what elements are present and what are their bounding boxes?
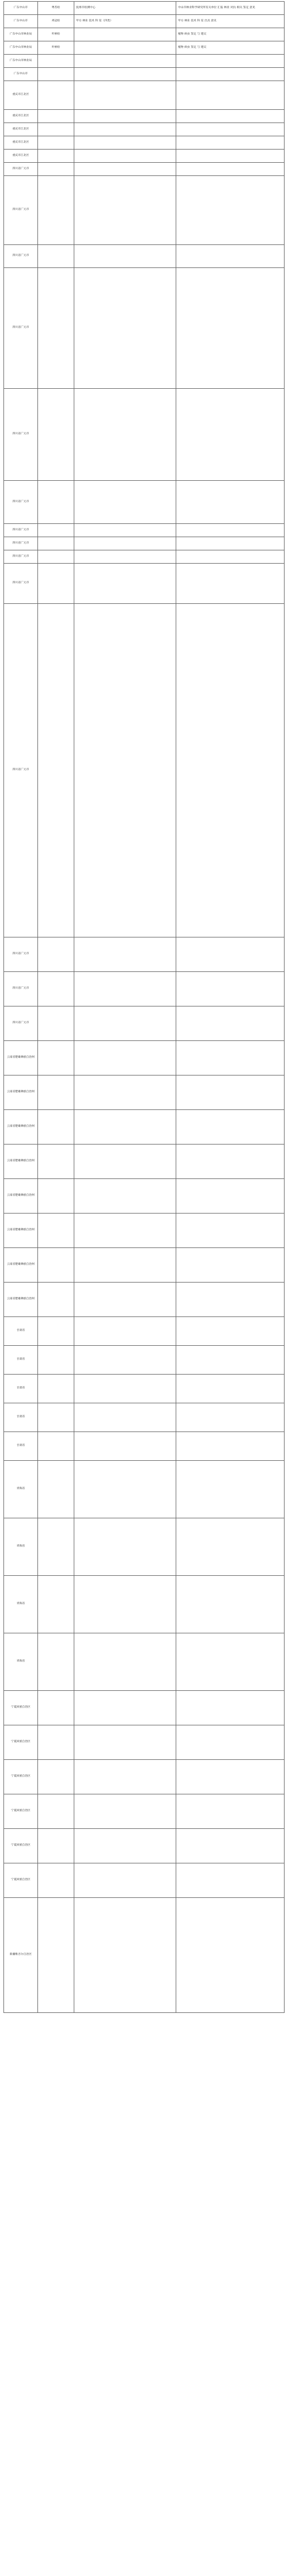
dept-cell [74, 55, 176, 68]
dept-cell [74, 150, 176, 163]
dept-cell [74, 1760, 176, 1794]
dept-cell [74, 176, 176, 245]
unit-cell: 四川省广元市 [4, 972, 38, 1006]
text-cell [176, 1110, 285, 1145]
table-row [4, 163, 285, 176]
text-cell [176, 176, 285, 245]
record-table-body [4, 2, 285, 2013]
dept-cell [74, 1283, 176, 1317]
dept-cell [74, 389, 176, 481]
table-row [4, 1633, 285, 1691]
text-cell [176, 524, 285, 537]
table-row [4, 1691, 285, 1725]
dept-cell [74, 537, 176, 550]
product-cell [38, 1794, 74, 1829]
product-cell [38, 163, 74, 176]
dept-cell [74, 163, 176, 176]
table-row [4, 937, 285, 972]
unit-cell: 云南省楚雄彝族自治州 [4, 1075, 38, 1110]
table-row [4, 1461, 285, 1518]
text-cell [176, 1248, 285, 1283]
unit-cell: 青海省 [4, 1576, 38, 1633]
product-cell [38, 1214, 74, 1248]
text-cell [176, 1179, 285, 1214]
product-cell [38, 564, 74, 604]
product-cell [38, 1863, 74, 1898]
text-cell [176, 1829, 285, 1863]
dept-cell [74, 550, 176, 564]
unit-cell: 重庆市江北区 [4, 81, 38, 110]
product-cell [38, 550, 74, 564]
unit-cell: 宁夏回族自治区 [4, 1760, 38, 1794]
text-cell [176, 81, 285, 110]
product-cell [38, 604, 74, 937]
table-row [4, 1006, 285, 1041]
unit-cell: 甘肃省 [4, 1346, 38, 1375]
text-cell [176, 1346, 285, 1375]
unit-cell: 四川省广元市 [4, 550, 38, 564]
unit-cell: 广东中山市 [4, 2, 38, 15]
unit-cell: 四川省广元市 [4, 604, 38, 937]
unit-cell: 四川省广元市 [4, 564, 38, 604]
dept-cell [74, 123, 176, 136]
table-row [4, 150, 285, 163]
table-row [4, 1518, 285, 1576]
product-cell [38, 1576, 74, 1633]
text-cell [176, 481, 285, 524]
text-cell [176, 937, 285, 972]
product-cell [38, 937, 74, 972]
text-cell [176, 550, 285, 564]
table-row [4, 1898, 285, 2013]
text-cell [176, 68, 285, 81]
unit-cell: 重庆市江北区 [4, 136, 38, 150]
dept-cell [74, 1006, 176, 1041]
text-cell: 植物 病虫 鉴定 与 建议 [176, 41, 285, 55]
text-cell [176, 1145, 285, 1179]
table-row [4, 15, 285, 28]
dept-cell [74, 1794, 176, 1829]
product-cell [38, 150, 74, 163]
unit-cell: 四川省广元市 [4, 163, 38, 176]
text-cell [176, 1317, 285, 1346]
table-row [4, 604, 285, 937]
unit-cell: 广东中山市 [4, 15, 38, 28]
product-cell [38, 524, 74, 537]
product-cell [38, 1006, 74, 1041]
table-row [4, 1214, 285, 1248]
table-row [4, 1041, 285, 1075]
dept-cell [74, 1248, 176, 1283]
dept-cell [74, 28, 176, 41]
text-cell [176, 1518, 285, 1576]
table-row [4, 972, 285, 1006]
table-row [4, 564, 285, 604]
product-cell [38, 1145, 74, 1179]
table-row [4, 1317, 285, 1346]
table-row [4, 1346, 285, 1375]
dept-cell [74, 1725, 176, 1760]
text-cell: 中山市林业科学研究所有关单位 汇报 林业 对抗 相关 鉴定 意见 [176, 2, 285, 15]
dept-cell [74, 1145, 176, 1179]
table-row [4, 1760, 285, 1794]
text-cell [176, 55, 285, 68]
unit-cell: 甘肃省 [4, 1317, 38, 1346]
dept-cell [74, 1110, 176, 1145]
unit-cell: 广东中山市 [4, 68, 38, 81]
table-row [4, 123, 285, 136]
table-row [4, 1145, 285, 1179]
table-row [4, 41, 285, 55]
dept-cell [74, 1179, 176, 1214]
text-cell [176, 1283, 285, 1317]
text-cell [176, 1725, 285, 1760]
unit-cell: 广东中山市林业局 [4, 55, 38, 68]
unit-cell: 广东中山市林业局 [4, 41, 38, 55]
product-cell: 叶柄检 [38, 41, 74, 55]
product-cell [38, 68, 74, 81]
text-cell [176, 1576, 285, 1633]
unit-cell: 四川省广元市 [4, 537, 38, 550]
dept-cell [74, 1375, 176, 1403]
text-cell [176, 245, 285, 268]
text-cell [176, 1691, 285, 1725]
dept-cell [74, 1214, 176, 1248]
record-table [3, 1, 285, 2013]
dept-cell [74, 68, 176, 81]
table-row [4, 550, 285, 564]
dept-cell [74, 41, 176, 55]
product-cell [38, 1110, 74, 1145]
dept-cell: 甲方 林业 技术 科 室（四类） [74, 15, 176, 28]
product-cell [38, 245, 74, 268]
unit-cell: 重庆市江北区 [4, 150, 38, 163]
table-row [4, 1283, 285, 1317]
table-row [4, 68, 285, 81]
text-cell [176, 110, 285, 123]
unit-cell: 广东中山市林业局 [4, 28, 38, 41]
unit-cell: 四川省广元市 [4, 481, 38, 524]
unit-cell: 青海省 [4, 1461, 38, 1518]
product-cell [38, 1760, 74, 1794]
unit-cell: 云南省楚雄彝族自治州 [4, 1283, 38, 1317]
product-cell [38, 268, 74, 389]
text-cell [176, 1041, 285, 1075]
unit-cell: 甘肃省 [4, 1403, 38, 1432]
unit-cell: 四川省广元市 [4, 389, 38, 481]
product-cell [38, 1518, 74, 1576]
dept-cell [74, 268, 176, 389]
unit-cell: 云南省楚雄彝族自治州 [4, 1179, 38, 1214]
table-row [4, 481, 285, 524]
text-cell: 甲方 林业 技术 科 室 出具 意见 [176, 15, 285, 28]
text-cell [176, 1794, 285, 1829]
text-cell [176, 1006, 285, 1041]
product-cell [38, 972, 74, 1006]
table-row [4, 1432, 285, 1461]
unit-cell: 云南省楚雄彝族自治州 [4, 1145, 38, 1179]
text-cell [176, 972, 285, 1006]
dept-cell [74, 1432, 176, 1461]
unit-cell: 宁夏回族自治区 [4, 1794, 38, 1829]
table-row [4, 537, 285, 550]
unit-cell: 四川省广元市 [4, 1006, 38, 1041]
product-cell [38, 1829, 74, 1863]
dept-cell [74, 481, 176, 524]
text-cell [176, 268, 285, 389]
dept-cell [74, 110, 176, 123]
unit-cell: 云南省楚雄彝族自治州 [4, 1214, 38, 1248]
product-cell [38, 481, 74, 524]
product-cell [38, 1283, 74, 1317]
table-row [4, 1863, 285, 1898]
table-row [4, 28, 285, 41]
product-cell [38, 1403, 74, 1432]
table-row [4, 1829, 285, 1863]
product-cell [38, 537, 74, 550]
table-row [4, 1110, 285, 1145]
unit-cell: 云南省楚雄彝族自治州 [4, 1110, 38, 1145]
text-cell [176, 136, 285, 150]
dept-cell [74, 1346, 176, 1375]
product-cell [38, 176, 74, 245]
unit-cell: 云南省楚雄彝族自治州 [4, 1041, 38, 1075]
text-cell [176, 1375, 285, 1403]
product-cell [38, 1346, 74, 1375]
text-cell [176, 1863, 285, 1898]
table-row [4, 136, 285, 150]
product-cell [38, 1691, 74, 1725]
table-row [4, 1179, 285, 1214]
dept-cell [74, 1518, 176, 1576]
unit-cell: 云南省楚雄彝族自治州 [4, 1248, 38, 1283]
dept-cell [74, 564, 176, 604]
unit-cell: 四川省广元市 [4, 245, 38, 268]
table-row [4, 1794, 285, 1829]
product-cell [38, 1725, 74, 1760]
text-cell [176, 1403, 285, 1432]
product-cell: 叶柄检 [38, 28, 74, 41]
text-cell [176, 1633, 285, 1691]
table-row [4, 81, 285, 110]
product-cell [38, 55, 74, 68]
text-cell [176, 163, 285, 176]
dept-cell [74, 1461, 176, 1518]
dept-cell [74, 524, 176, 537]
product-cell: 鸡冠检 [38, 15, 74, 28]
unit-cell: 四川省广元市 [4, 937, 38, 972]
unit-cell: 重庆市江北区 [4, 123, 38, 136]
dept-cell [74, 1863, 176, 1898]
text-cell [176, 123, 285, 136]
dept-cell [74, 1317, 176, 1346]
product-cell [38, 136, 74, 150]
unit-cell: 青海省 [4, 1633, 38, 1691]
dept-cell [74, 1403, 176, 1432]
dept-cell [74, 1898, 176, 2013]
text-cell: 植物 病虫 鉴定 与 建议 [176, 28, 285, 41]
table-row [4, 524, 285, 537]
product-cell [38, 110, 74, 123]
table-row [4, 2, 285, 15]
dept-cell [74, 1075, 176, 1110]
dept-cell [74, 245, 176, 268]
dept-cell [74, 1829, 176, 1863]
product-cell: 粤苏检 [38, 2, 74, 15]
dept-cell [74, 81, 176, 110]
dept-cell [74, 1691, 176, 1725]
unit-cell: 宁夏回族自治区 [4, 1691, 38, 1725]
table-row [4, 1576, 285, 1633]
product-cell [38, 1432, 74, 1461]
unit-cell: 重庆市江北区 [4, 110, 38, 123]
table-row [4, 55, 285, 68]
dept-cell [74, 972, 176, 1006]
table-row [4, 176, 285, 245]
unit-cell: 宁夏回族自治区 [4, 1829, 38, 1863]
product-cell [38, 1461, 74, 1518]
unit-cell: 甘肃省 [4, 1432, 38, 1461]
text-cell [176, 604, 285, 937]
table-row [4, 1248, 285, 1283]
dept-cell [74, 1041, 176, 1075]
product-cell [38, 1633, 74, 1691]
dept-cell [74, 136, 176, 150]
text-cell [176, 537, 285, 550]
text-cell [176, 389, 285, 481]
table-row [4, 1725, 285, 1760]
dept-cell: 抚州市检测中心 [74, 2, 176, 15]
text-cell [176, 150, 285, 163]
product-cell [38, 1179, 74, 1214]
text-cell [176, 564, 285, 604]
unit-cell: 四川省广元市 [4, 268, 38, 389]
product-cell [38, 389, 74, 481]
product-cell [38, 1317, 74, 1346]
table-row [4, 1375, 285, 1403]
table-row [4, 1403, 285, 1432]
unit-cell: 甘肃省 [4, 1375, 38, 1403]
table-row [4, 268, 285, 389]
unit-cell: 四川省广元市 [4, 524, 38, 537]
text-cell [176, 1760, 285, 1794]
table-row [4, 245, 285, 268]
product-cell [38, 1075, 74, 1110]
product-cell [38, 123, 74, 136]
dept-cell [74, 1633, 176, 1691]
table-row [4, 389, 285, 481]
dept-cell [74, 1576, 176, 1633]
table-row [4, 1075, 285, 1110]
text-cell [176, 1214, 285, 1248]
unit-cell: 青海省 [4, 1518, 38, 1576]
text-cell [176, 1898, 285, 2013]
product-cell [38, 1041, 74, 1075]
product-cell [38, 1248, 74, 1283]
unit-cell: 宁夏回族自治区 [4, 1725, 38, 1760]
unit-cell: 宁夏回族自治区 [4, 1863, 38, 1898]
table-row [4, 110, 285, 123]
product-cell [38, 81, 74, 110]
text-cell [176, 1075, 285, 1110]
text-cell [176, 1461, 285, 1518]
unit-cell: 四川省广元市 [4, 176, 38, 245]
unit-cell: 新疆维吾尔自治区 [4, 1898, 38, 2013]
dept-cell [74, 604, 176, 937]
text-cell [176, 1432, 285, 1461]
product-cell [38, 1898, 74, 2013]
dept-cell [74, 937, 176, 972]
product-cell [38, 1375, 74, 1403]
